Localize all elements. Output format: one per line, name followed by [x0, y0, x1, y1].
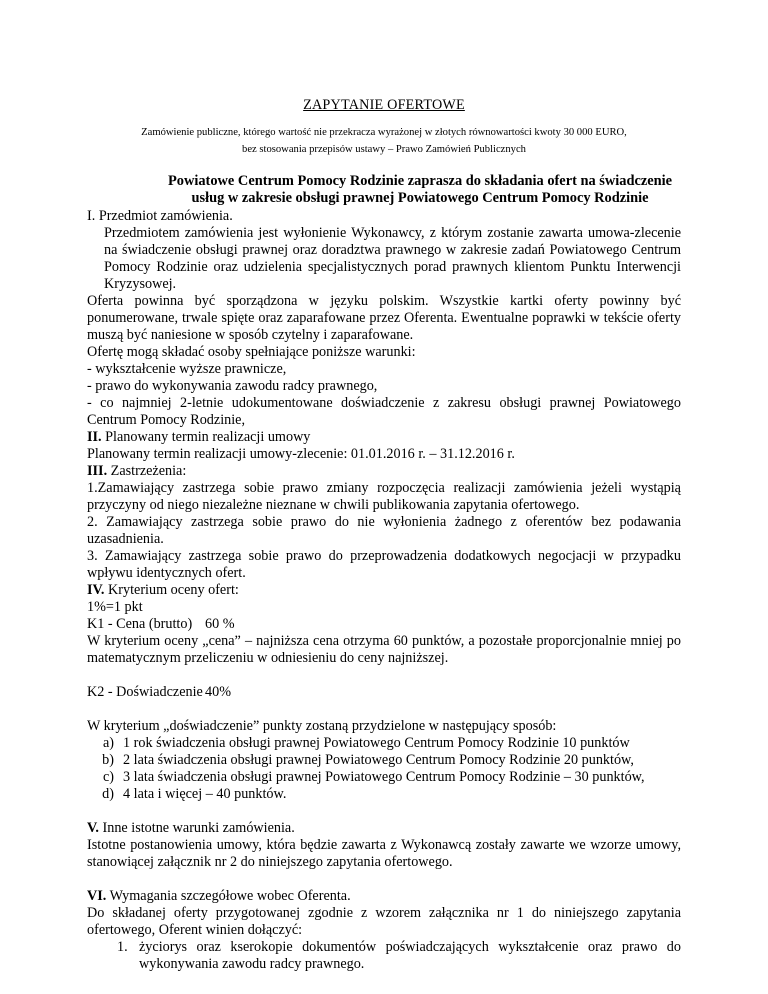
list-item	[87, 786, 681, 803]
condition-item: - prawo do wykonywania zawodu radcy prawnego,	[87, 378, 378, 394]
condition-item: - co najmniej 2-letnie udokumentowane doświadczenie z zakresu obsługi prawnej Powiatowego Centrum Pomocy Rodzinie,	[87, 395, 681, 428]
criterion-k1-value: 60 %	[205, 616, 235, 632]
section-4-number: IV.	[87, 582, 105, 598]
list-item-text: 1 rok świadczenia obsługi prawnej Powiatowego Centrum Pomocy Rodzinie 10 punktów	[123, 735, 630, 751]
points-rate: 1%=1 pkt	[87, 599, 143, 615]
section-6-title: Wymagania szczegółowe wobec Oferenta.	[106, 888, 351, 904]
reservation-item: 1.Zamawiający zastrzega sobie prawo zmiany rozpoczęcia realizacji zamówienia jeżeli wystąpią przyczyny od niego niezależne nieznane w chwili publikowania zapytania ofertowego.	[87, 480, 681, 513]
procurement-note	[0, 124, 768, 158]
section-4-heading	[87, 582, 681, 599]
section-6-number: VI.	[87, 888, 107, 904]
section-1-paragraph-2: Ofertę mogą składać osoby spełniające poniższe warunki:	[87, 344, 416, 360]
reservation-item: 2. Zamawiający zastrzega sobie prawo do nie wyłonienia żadnego z oferentów bez podawania uzasadnienia.	[87, 514, 681, 547]
list-item-text: 4 lata i więcej – 40 punktów.	[123, 786, 287, 802]
section-3-number: III.	[87, 463, 108, 479]
list-marker: a)	[102, 735, 114, 751]
section-1-paragraph-1: Oferta powinna być sporządzona w języku polskim. Wszystkie kartki oferty powinny być ponumerowane, trwale spięte oraz zaparafowane przez Oferenta. Ewentualne poprawki w tekście oferty muszą być naniesione w sposób czytelny i zaparafowane.	[87, 293, 681, 343]
section-1-text: Przedmiotem zamówienia jest wyłonienie Wykonawcy, z którym zostanie zawarta umowa-zlecenie na świadczenie obsługi prawnej oraz doradztwa prawnego w zakresie zadań Powiatowego Centrum Pomocy Rodzinie oraz udzielenia specjalistycznych porad prawnych klientom Punktu Interwencji Kryzysowej.	[104, 225, 681, 292]
list-marker: b)	[102, 752, 114, 768]
invitation-line-1: Powiatowe Centrum Pomocy Rodzinie zaprasza do składania ofert na świadczenie	[167, 173, 673, 189]
required-documents-list	[87, 939, 681, 973]
condition-item: - wykształcenie wyższe prawnicze,	[87, 361, 287, 377]
procurement-note-line-1: Zamówienie publiczne, którego wartość nie przekracza wyrażonej w złotych równowartości kwoty 30 000 EURO,	[141, 127, 627, 138]
document-title: ZAPYTANIE OFERTOWE	[303, 97, 465, 113]
list-item-text: 2 lata świadczenia obsługi prawnej Powiatowego Centrum Pomocy Rodzinie 20 punktów,	[123, 752, 634, 768]
reservation-item: 3. Zamawiający zastrzega sobie prawo do przeprowadzenia dodatkowych negocjacji w przypadku wpływu identycznych ofert.	[87, 548, 681, 581]
invitation-line-2: usług w zakresie obsługi prawnej Powiatowego Centrum Pomocy Rodzinie	[191, 190, 649, 206]
section-6-heading	[87, 888, 681, 905]
section-3-title: Zastrzeżenia:	[107, 463, 187, 479]
section-3-heading	[87, 463, 681, 480]
section-2-heading	[87, 429, 681, 446]
section-2-number: II.	[87, 429, 102, 445]
criterion-k1-text: W kryterium oceny „cena” – najniższa cena otrzyma 60 punktów, a pozostałe proporcjonalnie mniej po matematycznym przeliczeniu w odniesieniu do ceny najniższej.	[87, 633, 681, 666]
experience-points-list	[87, 735, 681, 803]
list-item	[87, 939, 681, 973]
document-body	[87, 208, 681, 973]
section-2-title: Planowany termin realizacji umowy	[101, 429, 311, 445]
section-5-number: V.	[87, 820, 99, 836]
section-5-text: Istotne postanowienia umowy, która będzie zawarta z Wykonawcą zostały zawarte we wzorze umowy, stanowiącej załącznik nr 2 do niniejszego zapytania ofertowego.	[87, 837, 681, 870]
criterion-k1	[87, 616, 681, 633]
list-marker: c)	[102, 769, 114, 785]
procurement-note-line-2: bez stosowania przepisów ustawy – Prawo Zamówień Publicznych	[242, 144, 526, 155]
criterion-k2-label: K2 - Doświadczenie	[87, 684, 203, 700]
criterion-k1-label: K1 - Cena (brutto)	[87, 616, 193, 632]
list-item	[87, 752, 681, 769]
criterion-k2-text: W kryterium „doświadczenie” punkty zostaną przydzielone w następujący sposób:	[87, 718, 557, 734]
section-2-text: Planowany termin realizacji umowy-zlecenie: 01.01.2016 r. – 31.12.2016 r.	[87, 446, 515, 462]
invitation-heading	[140, 173, 700, 207]
list-item	[87, 735, 681, 752]
criterion-k2	[87, 684, 681, 701]
list-marker: 1.	[117, 939, 128, 955]
section-1-heading: I. Przedmiot zamówienia.	[87, 208, 233, 224]
list-item-text: życiorys oraz kserokopie dokumentów poświadczających wykształcenie oraz prawo do wykonywania zawodu radcy prawnego.	[139, 939, 681, 972]
section-5-title: Inne istotne warunki zamówienia.	[98, 820, 295, 836]
list-item-text: 3 lata świadczenia obsługi prawnej Powiatowego Centrum Pomocy Rodzinie – 30 punktów,	[123, 769, 645, 785]
section-4-title: Kryterium oceny ofert:	[104, 582, 239, 598]
list-marker: d)	[102, 786, 114, 802]
section-6-text: Do składanej oferty przygotowanej zgodnie z wzorem załącznika nr 1 do niniejszego zapytania ofertowego, Oferent winien dołączyć:	[87, 905, 681, 938]
criterion-k2-value: 40%	[205, 684, 232, 700]
list-item	[87, 769, 681, 786]
section-5-heading	[87, 820, 681, 837]
